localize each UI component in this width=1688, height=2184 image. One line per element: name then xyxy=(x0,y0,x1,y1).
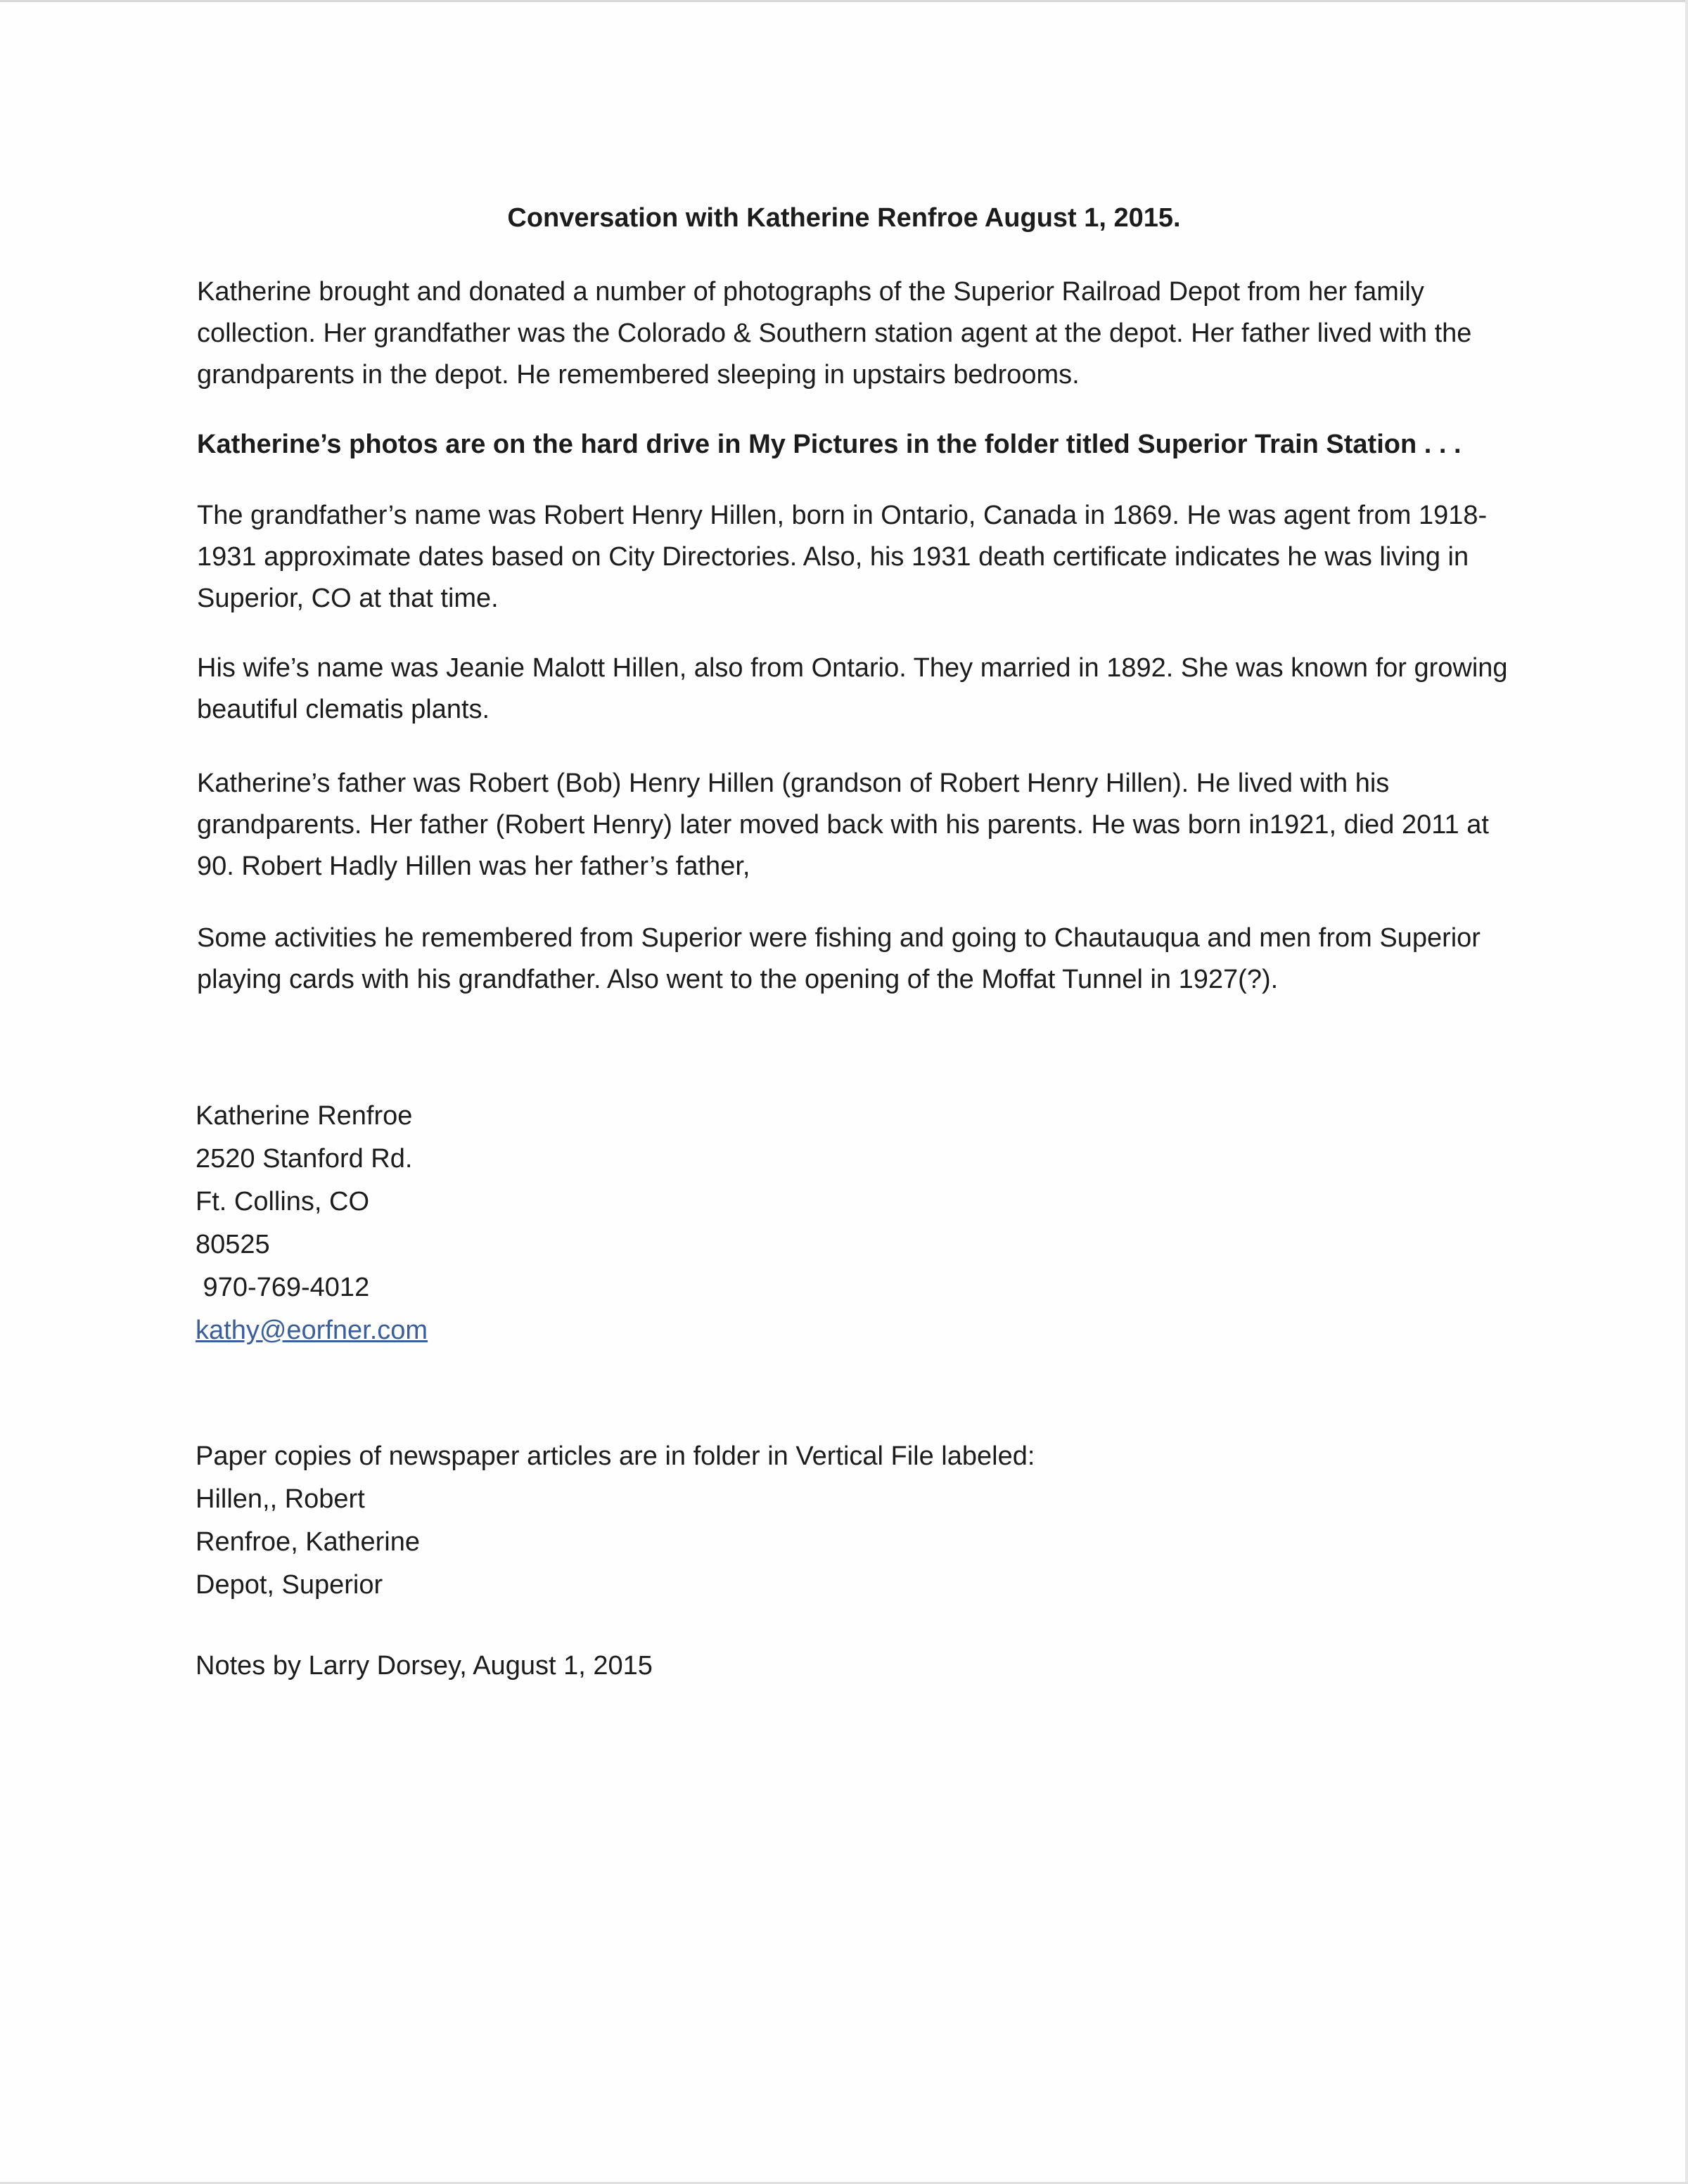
contact-zip: 80525 xyxy=(196,1230,270,1259)
paragraph-father: Katherine’s father was Robert (Bob) Henry Hillen (grandson of Robert Henry Hillen). He lived with his grandparents. Her father (Robert Henry) later moved back with his parents. He was born in1921, died 2011 at 90. Robert Hadly Hillen was her father’s father, xyxy=(197,769,1489,881)
vertical-file-block xyxy=(196,1435,1251,1607)
contact-phone: 970-769-4012 xyxy=(196,1273,370,1302)
paragraph-activities: Some activities he remembered from Superior were fishing and going to Chautauqua and men from Superior playing cards with his grandfather. Also went to the opening of the Moffat Tunnel in 1927(?). xyxy=(197,923,1481,994)
paragraph-grandfather: The grandfather’s name was Robert Henry Hillen, born in Ontario, Canada in 1869. He was agent from 1918-1931 approximate dates based on City Directories. Also, his 1931 death certificate indicates he was living in Superior, CO at that time. xyxy=(197,501,1488,613)
scan-edge-right xyxy=(1685,0,1688,2184)
vertical-file-label: Hillen,, Robert xyxy=(196,1484,365,1514)
contact-email-link[interactable]: kathy@eorfner.com xyxy=(196,1316,428,1345)
vertical-file-label: Renfroe, Katherine xyxy=(196,1527,420,1557)
notes-by-line: Notes by Larry Dorsey, August 1, 2015 xyxy=(196,1651,653,1681)
contact-street: 2520 Stanford Rd. xyxy=(196,1144,413,1174)
document-title: Conversation with Katherine Renfroe August 1, 2015. xyxy=(507,203,1181,233)
paragraph-photos-location: Katherine’s photos are on the hard drive in My Pictures in the folder titled Superior Train Station . . . xyxy=(197,430,1462,459)
vertical-file-intro: Paper copies of newspaper articles are in folder in Vertical File labeled: xyxy=(196,1441,1035,1471)
scan-edge-top xyxy=(0,0,1688,2)
contact-block xyxy=(196,1095,1251,1352)
contact-city: Ft. Collins, CO xyxy=(196,1187,370,1216)
paragraph-wife: His wife’s name was Jeanie Malott Hillen, also from Ontario. They married in 1892. She was known for growing beautiful clematis plants. xyxy=(197,653,1508,724)
vertical-file-label: Depot, Superior xyxy=(196,1570,383,1600)
paragraph-donation: Katherine brought and donated a number of photographs of the Superior Railroad Depot from her family collection. Her grandfather was the Colorado & Southern station agent at the depot. Her father lived with the grandparents in the depot. He remembered sleeping in upstairs bedrooms. xyxy=(197,277,1472,390)
contact-name: Katherine Renfroe xyxy=(196,1101,413,1131)
